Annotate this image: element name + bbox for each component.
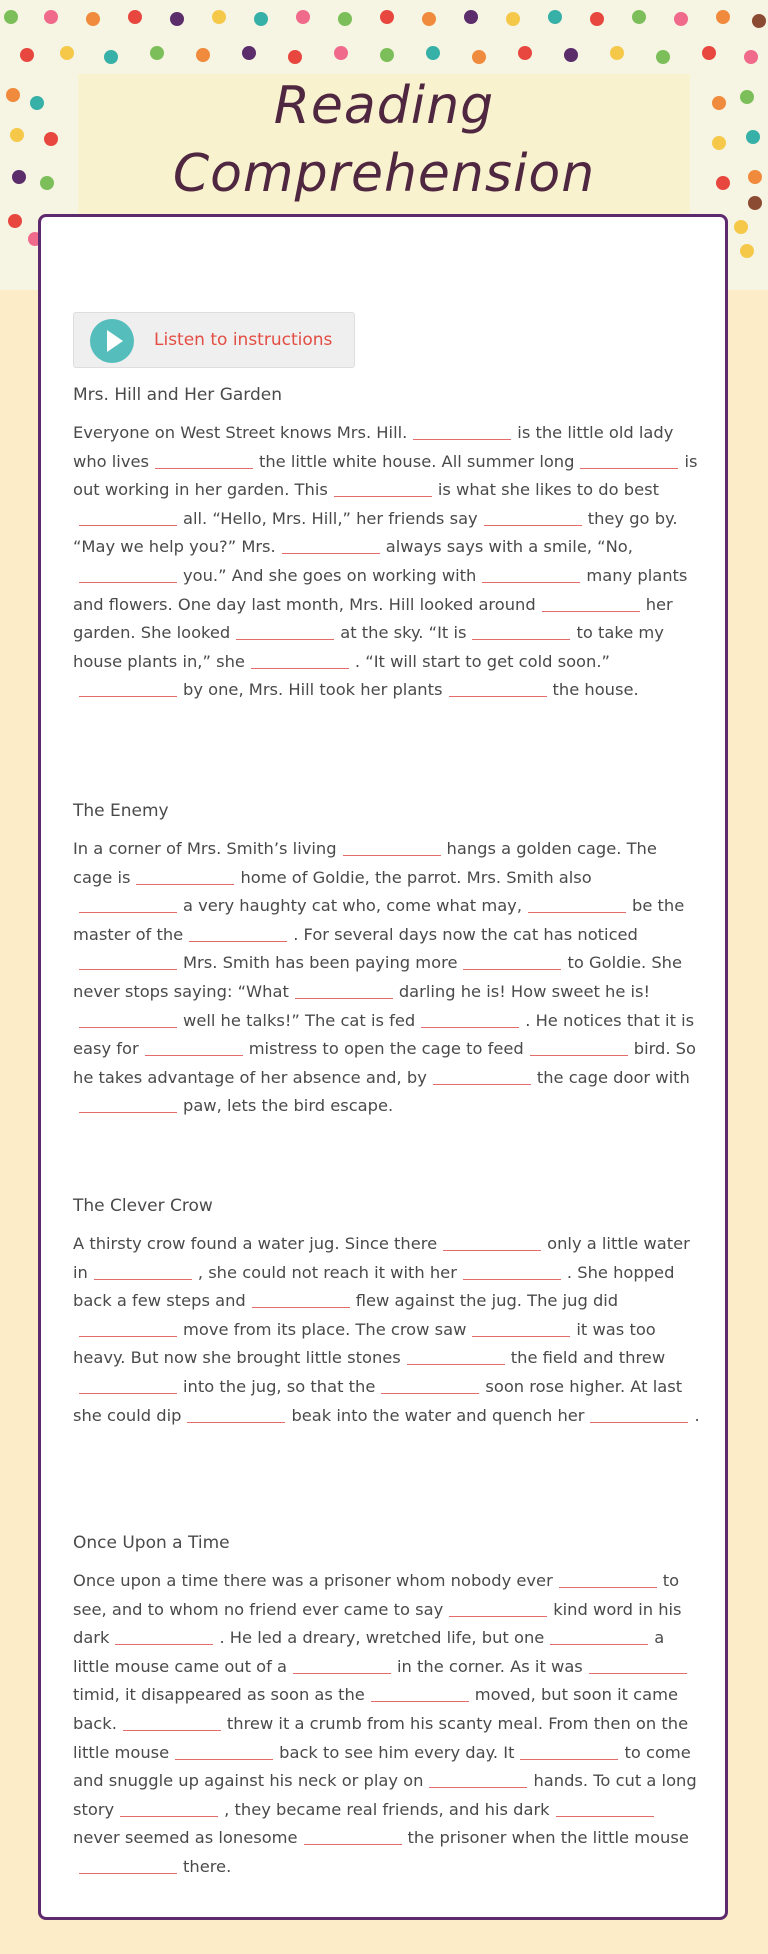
answer-blank[interactable] <box>236 621 334 640</box>
confetti-dot <box>610 46 624 60</box>
confetti-dot <box>712 96 726 110</box>
answer-blank[interactable] <box>79 1375 177 1394</box>
passage-segment: . She hopped back a few steps and <box>73 1262 675 1311</box>
answer-blank[interactable] <box>528 894 626 913</box>
passage-segment: timid, it disappeared as soon as the <box>73 1685 365 1705</box>
confetti-dot <box>86 12 100 26</box>
answer-blank[interactable] <box>433 1066 531 1085</box>
passage-segment: move from its place. The crow saw <box>183 1319 467 1339</box>
confetti-dot <box>564 48 578 62</box>
answer-blank[interactable] <box>282 535 380 554</box>
confetti-dot <box>150 46 164 60</box>
confetti-dot <box>40 176 54 190</box>
answer-blank[interactable] <box>550 1626 648 1645</box>
confetti-dot <box>20 48 34 62</box>
answer-blank[interactable] <box>343 837 441 856</box>
confetti-dot <box>702 46 716 60</box>
confetti-dot <box>746 130 760 144</box>
passage-segment: the field and threw <box>510 1348 666 1368</box>
answer-blank[interactable] <box>79 951 177 970</box>
play-icon[interactable] <box>90 319 134 363</box>
passage-segment: by one, Mrs. Hill took her plants <box>183 680 443 700</box>
answer-blank[interactable] <box>463 1261 561 1280</box>
passage-segment: . He led a dreary, wretched life, but one <box>219 1628 545 1648</box>
confetti-dot <box>506 12 520 26</box>
answer-blank[interactable] <box>79 1318 177 1337</box>
page-title: Reading Comprehension <box>172 76 596 204</box>
answer-blank[interactable] <box>371 1683 469 1702</box>
passage-segment: home of Goldie, the parrot. Mrs. Smith also <box>240 867 592 887</box>
answer-blank[interactable] <box>136 866 234 885</box>
passage-segment: is out working in her garden. This <box>73 451 698 500</box>
passage-segment: flew against the jug. The jug did <box>355 1291 619 1311</box>
passage-segment: there. <box>183 1856 232 1876</box>
answer-blank[interactable] <box>187 1404 285 1423</box>
listen-button[interactable] <box>73 312 355 368</box>
answer-blank[interactable] <box>79 507 177 526</box>
passage-title: Once Upon a Time <box>73 1533 230 1553</box>
passage-segment: Mrs. Smith has been paying more <box>183 953 458 973</box>
confetti-dot <box>426 46 440 60</box>
passage-segment: the house. <box>552 680 639 700</box>
answer-blank[interactable] <box>449 678 547 697</box>
answer-blank[interactable] <box>542 593 640 612</box>
passage-segment: is the little old lady who lives <box>73 423 674 471</box>
passage-segment: threw it a crumb from his scanty meal. From then on the little mouse <box>73 1713 689 1762</box>
passage-segment: soon rose higher. At last she could dip <box>73 1376 683 1425</box>
passage-segment: Everyone on West Street knows Mrs. Hill. <box>73 423 408 442</box>
answer-blank[interactable] <box>443 1232 541 1251</box>
confetti-dot <box>548 10 562 24</box>
answer-blank[interactable] <box>429 1769 527 1788</box>
confetti-dot <box>590 12 604 26</box>
passage-segment: they go by. “May we help you?” Mrs. <box>73 508 678 557</box>
confetti-dot <box>170 12 184 26</box>
passage-segment: beak into the water and quench her <box>291 1405 585 1425</box>
answer-blank[interactable] <box>482 564 580 583</box>
confetti-dot <box>472 50 486 64</box>
answer-blank[interactable] <box>334 478 432 497</box>
passage-title: The Clever Crow <box>73 1196 213 1216</box>
passage-segment: a very haughty cat who, come what may, <box>183 896 522 916</box>
confetti-dot <box>632 10 646 24</box>
answer-blank[interactable] <box>463 951 561 970</box>
confetti-dot <box>734 220 748 234</box>
passage-segment: in the corner. As it was <box>397 1656 583 1676</box>
passage-segment: paw, lets the bird escape. <box>183 1096 394 1116</box>
passage-segment: A thirsty crow found a water jug. Since there <box>73 1234 438 1253</box>
answer-blank[interactable] <box>421 1009 519 1028</box>
answer-blank[interactable] <box>484 507 582 526</box>
answer-blank[interactable] <box>94 1261 192 1280</box>
answer-blank[interactable] <box>520 1741 618 1760</box>
confetti-dot <box>254 12 268 26</box>
passage-segment: is what she likes to do best <box>437 480 659 500</box>
passage-segment: be the master of the <box>73 896 685 944</box>
confetti-dot <box>212 10 226 24</box>
passage-segment: , she could not reach it with her <box>197 1262 457 1282</box>
answer-blank[interactable] <box>530 1037 628 1056</box>
answer-blank[interactable] <box>407 1346 505 1365</box>
passage-segment: darling he is! How sweet he is! <box>398 981 651 1001</box>
passage-segment: . <box>694 1405 700 1425</box>
confetti-dot <box>12 170 26 184</box>
answer-blank[interactable] <box>79 1094 177 1113</box>
answer-blank[interactable] <box>413 421 511 440</box>
confetti-dot <box>422 12 436 26</box>
answer-blank[interactable] <box>79 1855 177 1874</box>
passage-segment: the cage door with <box>536 1067 690 1087</box>
confetti-dot <box>380 10 394 24</box>
passage-segment: hangs a golden cage. The cage is <box>73 839 657 887</box>
confetti-dot <box>4 10 18 24</box>
confetti-dot <box>10 128 24 142</box>
passage-segment: the little white house. All summer long <box>258 451 575 471</box>
passage-text <box>73 419 701 705</box>
answer-blank[interactable] <box>556 1798 654 1817</box>
passage-segment: always says with a smile, “No, <box>385 537 633 557</box>
confetti-dot <box>288 50 302 64</box>
answer-blank[interactable] <box>145 1037 243 1056</box>
answer-blank[interactable] <box>79 678 177 697</box>
answer-blank[interactable] <box>589 1655 687 1674</box>
listen-label: Listen to instructions <box>154 330 333 350</box>
confetti-dot <box>8 214 22 228</box>
confetti-dot <box>44 132 58 146</box>
confetti-dot <box>44 10 58 24</box>
passage-segment: to come and snuggle up against his neck or play on <box>73 1742 691 1791</box>
passage-segment: moved, but soon it came back. <box>73 1685 678 1733</box>
confetti-dot <box>104 50 118 64</box>
answer-blank[interactable] <box>79 564 177 583</box>
confetti-dot <box>674 12 688 26</box>
passage-segment: . “It will start to get cold soon.” <box>354 651 610 671</box>
answer-blank[interactable] <box>189 923 287 942</box>
confetti-dot <box>30 96 44 110</box>
passage-segment: into the jug, so that the <box>183 1376 376 1396</box>
passage-text <box>73 835 701 1121</box>
answer-blank[interactable] <box>580 450 678 469</box>
passage-text <box>73 1230 701 1430</box>
passage-segment: Once upon a time there was a prisoner whom nobody ever <box>73 1571 553 1590</box>
confetti-dot <box>748 196 762 210</box>
confetti-dot <box>464 10 478 24</box>
passage-segment: at the sky. “It is <box>340 623 467 643</box>
passage-segment: , they became real friends, and his dark <box>224 1799 550 1819</box>
passage-the-enemy <box>73 799 701 1121</box>
worksheet-card <box>38 214 728 1920</box>
answer-blank[interactable] <box>115 1626 213 1645</box>
passage-title: The Enemy <box>73 801 169 821</box>
confetti-dot <box>60 46 74 60</box>
passage-segment: it was too heavy. But now she brought little stones <box>73 1319 656 1368</box>
passage-text <box>73 1567 701 1882</box>
confetti-dot <box>752 14 766 28</box>
answer-blank[interactable] <box>123 1712 221 1731</box>
answer-blank[interactable] <box>472 1318 570 1337</box>
passage-segment: to take my house plants in,” she <box>73 623 664 671</box>
answer-blank[interactable] <box>79 894 177 913</box>
confetti-dot <box>748 170 762 184</box>
confetti-dot <box>740 90 754 104</box>
passage-segment: back to see him every day. It <box>279 1742 515 1762</box>
answer-blank[interactable] <box>175 1741 273 1760</box>
answer-blank[interactable] <box>251 650 349 669</box>
passage-segment: In a corner of Mrs. Smith’s living <box>73 839 337 858</box>
answer-blank[interactable] <box>252 1289 350 1308</box>
passage-segment: hands. To cut a long story <box>73 1771 697 1819</box>
passage-segment: well he talks!” The cat is fed <box>183 1010 416 1030</box>
confetti-dot <box>296 10 310 24</box>
passage-segment: . He notices that it is easy for <box>73 1010 695 1059</box>
answer-blank[interactable] <box>449 1598 547 1617</box>
answer-blank[interactable] <box>559 1569 657 1588</box>
confetti-dot <box>242 46 256 60</box>
passage-segment: many plants and flowers. One day last month, Mrs. Hill looked around <box>73 565 688 614</box>
passage-segment: a little mouse came out of a <box>73 1628 665 1676</box>
confetti-dot <box>196 48 210 62</box>
passage-segment: to see, and to whom no friend ever came to say <box>73 1571 680 1619</box>
answer-blank[interactable] <box>381 1375 479 1394</box>
confetti-dot <box>716 10 730 24</box>
passage-segment: only a little water in <box>73 1234 690 1282</box>
answer-blank[interactable] <box>293 1655 391 1674</box>
passage-mrs-hill <box>73 383 701 705</box>
passage-segment: mistress to open the cage to feed <box>248 1039 524 1059</box>
passage-segment: never seemed as lonesome <box>73 1828 298 1848</box>
passage-segment: the prisoner when the little mouse <box>407 1828 689 1848</box>
passage-clever-crow <box>73 1194 701 1430</box>
confetti-dot <box>6 88 20 102</box>
answer-blank[interactable] <box>295 980 393 999</box>
passage-title: Mrs. Hill and Her Garden <box>73 385 283 405</box>
confetti-dot <box>338 12 352 26</box>
answer-blank[interactable] <box>79 1009 177 1028</box>
confetti-dot <box>740 244 754 258</box>
confetti-dot <box>128 10 142 24</box>
passage-once-upon <box>73 1531 701 1882</box>
passage-segment: kind word in his dark <box>73 1599 682 1648</box>
answer-blank[interactable] <box>304 1826 402 1845</box>
confetti-dot <box>518 46 532 60</box>
confetti-dot <box>716 176 730 190</box>
answer-blank[interactable] <box>155 450 253 469</box>
passage-segment: you.” And she goes on working with <box>183 565 477 585</box>
confetti-dot <box>656 50 670 64</box>
passage-segment: bird. So he takes advantage of her absence and, by <box>73 1039 696 1087</box>
passage-segment: her garden. She looked <box>73 594 673 643</box>
confetti-dot <box>334 46 348 60</box>
answer-blank[interactable] <box>590 1404 688 1423</box>
passage-segment: all. “Hello, Mrs. Hill,” her friends say <box>183 508 478 528</box>
confetti-dot <box>712 136 726 150</box>
answer-blank[interactable] <box>472 621 570 640</box>
passage-segment: . For several days now the cat has noticed <box>293 924 638 944</box>
confetti-dot <box>744 50 758 64</box>
answer-blank[interactable] <box>120 1798 218 1817</box>
confetti-dot <box>380 48 394 62</box>
passage-segment: to Goldie. She never stops saying: “What <box>73 953 682 1001</box>
